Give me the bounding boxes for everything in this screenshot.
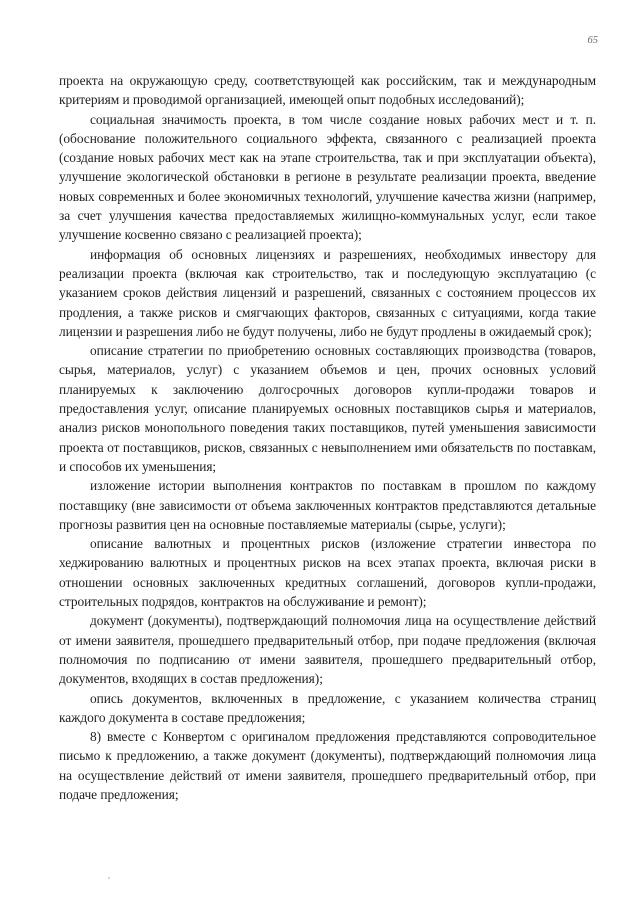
- paragraph-document-inventory: опись документов, включенных в предложение, с указанием количества страниц каждого документа в составе предложения;: [59, 690, 596, 725]
- paragraph-environmental-assessment: проекта на окружающую среду, соответствующей как российским, так и международным критериям и проводимой организацией, имеющей опыт подобных исследований);: [59, 73, 596, 108]
- paragraph-authority-document: документ (документы), подтверждающий полномочия лица на осуществление действий от имени заявителя, прошедшего предварительный отбор, при подаче предложения (включая полномочия по подписанию от имени заявителя, прошедшего предварительный отбор, документов, входящих в состав предложения);: [59, 613, 596, 687]
- scan-speck: [108, 877, 110, 879]
- paragraph-procurement-strategy: описание стратегии по приобретению основных составляющих производства (товаров, сырья, материалов, услуг) с указанием объемов и цен, прочих основных условий планируемых к заключению долгосрочных договоров купли-продажи товаров и предоставления услуг, описание планируемых основных поставщиков сырья и материалов, анализ рисков монопольного поведения таких поставщиков, путей уменьшения зависимости проекта от поставщиков, рисков, связанных с невыполнением ими обязательств по поставкам, и способов их уменьшения;: [59, 343, 596, 474]
- document-body: [59, 71, 596, 804]
- page-number: 65: [587, 35, 598, 46]
- paragraph-social-significance: социальная значимость проекта, в том числе создание новых рабочих мест и т. п. (обоснование положительного социального эффекта, связанного с реализацией проекта (создание новых рабочих мест как на этапе строительства, так и при эксплуатации объекта), улучшение экологической обстановки в регионе в результате реализации проекта, введение новых современных и более экономичных технологий, улучшение качества жизни (например, за счет улучшения качества предоставляемых жилищно-коммунальных услуг, если такое улучшение косвенно связано с реализацией проекта);: [59, 111, 596, 243]
- paragraph-licenses-permits: информация об основных лицензиях и разрешениях, необходимых инвестору для реализации проекта (включая как строительство, так и последующую эксплуатацию (с указанием сроков действия лицензий и разрешений, связанных с состоянием процессов их продления, а также рисков и смягчающих факторов, связанных с ситуациями, когда такие лицензии и разрешения либо не будут получены, либо не будут продлены в ожидаемый срок);: [59, 246, 596, 339]
- paragraph-currency-interest-risks: описание валютных и процентных рисков (изложение стратегии инвестора по хеджированию валютных и процентных рисков на всех этапах проекта, включая риски в отношении основных заключенных кредитных соглашений, договоров купли-продажи, строительных подрядов, контрактов на обслуживание и ремонт);: [59, 536, 596, 610]
- paragraph-contract-history: изложение истории выполнения контрактов по поставкам в прошлом по каждому поставщику (вне зависимости от объема заключенных контрактов представляются детальные прогнозы развития цен на основные поставляемые материалы (сырье, услуги);: [59, 478, 596, 532]
- paragraph-envelope-cover-letter: 8) вместе с Конвертом с оригиналом предложения представляются сопроводительное письмо к предложению, а также документ (документы), подтверждающий полномочия лица на осуществление действий от имени заявителя, прошедшего предварительный отбор, при подаче предложения;: [59, 729, 596, 802]
